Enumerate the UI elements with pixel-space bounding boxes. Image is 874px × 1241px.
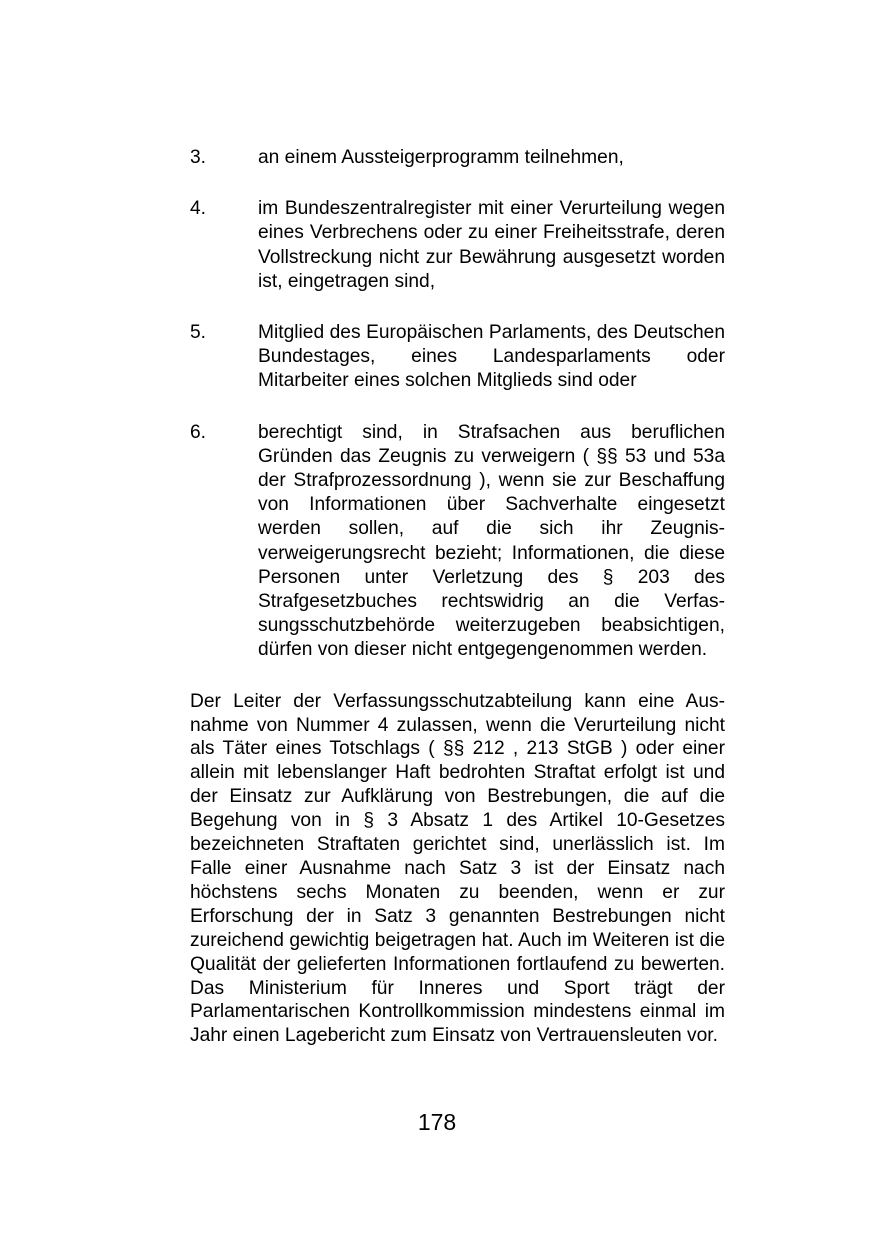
- body-paragraph: Der Leiter der Verfassungsschutzabteilung kann eine Ausnahme von Nummer 4 zulassen, wenn die Verurteilung nicht als Täter eines Totschlags ( §§ 212 , 213 StGB ) oder einer allein mit lebenslanger Haft bedrohten Straftat erfolgt ist und der Einsatz zur Aufklärung von Bestrebungen, die auf die Begehung von in § 3 Absatz 1 des Artikel 10-Gesetzes bezeichneten Straftaten gerichtet sind, unerlässlich ist. Im Falle einer Ausnahme nach Satz 3 ist der Einsatz nach höchstens sechs Monaten zu beenden, wenn er zur Erforschung der in Satz 3 genannten Bestrebungen nicht zureichend gewichtig beigetragen hat. Auch im Weiteren ist die Qualität der gelieferten Informationen fortlaufend zu bewerten. Das Ministerium für Inneres und Sport trägt der Parlamentarischen Kontrollkommission mindestens einmal im Jahr einen Lagebericht zum Einsatz von Vertrauensleuten vor.: [190, 690, 725, 1047]
- list-item-number: 6.: [190, 421, 207, 443]
- page-number: 178: [417, 1109, 457, 1135]
- list-item-4: [190, 197, 725, 294]
- list-item-text: an einem Aussteigerprogramm teilnehmen,: [258, 147, 624, 168]
- list-item-5: [190, 321, 725, 394]
- list-item-text: im Bundeszentralregister mit einer Verurteilung wegen eines Verbrechens oder zu einer Freiheitsstrafe, deren Vollstreckung nicht zur Bewährung ausgesetzt worden ist, eingetragen sind,: [258, 198, 725, 292]
- list-item-text: berechtigt sind, in Strafsachen aus beruflichen Gründen das Zeugnis zu verweigern ( §§ 53 und 53a der Strafprozessordnung ), wenn sie zur Beschaffung von Informationen über Sachverhalte eingesetzt werden sollen, auf die sich ihr Zeugnisverweigerungsrecht bezieht; Informationen, die diese Personen unter Verletzung des § 203 des Strafgesetzbuches rechtswidrig an die Verfassungsschutzbehörde weiterzugeben beabsichtigen, dürfen von dieser nicht entgegengenommen werden.: [258, 421, 725, 661]
- list-item-3: [190, 146, 725, 170]
- document-page: [190, 146, 725, 1067]
- list-item-number: 5.: [190, 322, 207, 344]
- list-item-number: 3.: [190, 147, 207, 168]
- list-item-number: 4.: [190, 198, 207, 220]
- list-item-text: Mitglied des Europäischen Parlaments, des Deutschen Bundestages, eines Landesparlaments oder Mitarbeiter eines solchen Mitglieds sind oder: [258, 322, 725, 392]
- list-item-6: [190, 421, 725, 663]
